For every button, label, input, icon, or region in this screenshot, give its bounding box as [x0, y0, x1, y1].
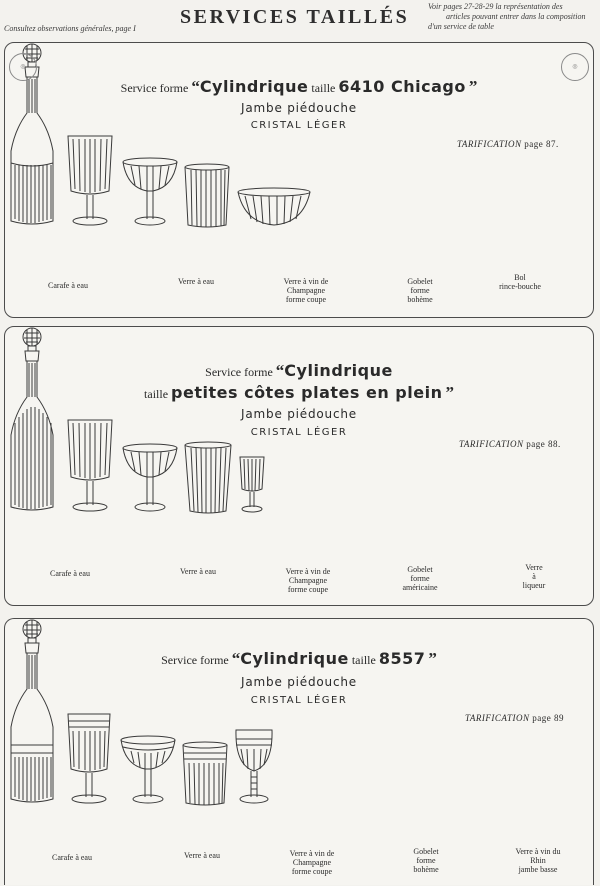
- service-prefix: Service forme: [161, 653, 229, 667]
- caption-line: forme coupe: [285, 295, 327, 304]
- caption-line: forme coupe: [291, 867, 333, 876]
- caption-line: bohème: [407, 295, 433, 304]
- cut-name: petites côtes plates en plein: [171, 383, 443, 402]
- caption-line: Champagne: [292, 858, 332, 867]
- caption-line: Champagne: [286, 286, 326, 295]
- champagne-coupe-icon: [119, 735, 177, 807]
- item-caption: [27, 853, 117, 862]
- cristal-label: CRISTAL LÉGER: [250, 120, 348, 131]
- form-name: Cylindrique: [199, 77, 309, 96]
- tarification-label: TARIFICATION: [459, 439, 524, 449]
- item-caption: [25, 569, 115, 578]
- caption-line: Verre à vin du: [515, 847, 561, 856]
- champagne-coupe-icon: [121, 157, 179, 229]
- caption-line: forme: [416, 856, 436, 865]
- general-observations-note: Consultez observations générales, page I: [4, 24, 136, 33]
- cut-name: 8557: [378, 649, 426, 668]
- caption-line: Verre à eau: [178, 277, 214, 286]
- caption-line: Gobelet: [413, 847, 439, 856]
- item-caption: [263, 567, 353, 594]
- carafe-icon: [5, 619, 59, 807]
- reference-note-line: Voir pages 27-28-29 la représentation des: [428, 2, 563, 11]
- caption-line: bohème: [413, 865, 439, 874]
- caption-line: Verre à vin de: [283, 277, 329, 286]
- open-quote: “: [231, 649, 241, 668]
- open-quote: “: [191, 77, 200, 96]
- item-caption: [381, 847, 471, 874]
- form-name: Cylindrique: [284, 361, 393, 380]
- tarification-label: TARIFICATION: [457, 139, 522, 149]
- caption-line: Carafe à eau: [52, 853, 92, 862]
- tumbler-icon: [183, 441, 233, 515]
- jambe-label: Jambe piédouche: [241, 407, 357, 421]
- item-caption: [267, 849, 357, 876]
- rhine-wine-glass-icon: [233, 727, 275, 807]
- service-heading: [5, 361, 593, 381]
- carafe-icon: [5, 327, 59, 515]
- tarification-label: TARIFICATION: [465, 713, 530, 723]
- caption-line: Bol: [514, 273, 526, 282]
- champagne-coupe-icon: [121, 443, 179, 515]
- caption-line: Verre à eau: [184, 851, 220, 860]
- caption-line: rince-bouche: [499, 282, 541, 291]
- taille-word: taille: [311, 81, 336, 95]
- item-caption: [23, 281, 113, 290]
- caption-line: Carafe à eau: [50, 569, 90, 578]
- item-caption: [493, 847, 583, 874]
- caption-line: Rhin: [530, 856, 546, 865]
- item-caption: [489, 563, 579, 590]
- cut-name: 6410 Chicago: [338, 77, 466, 96]
- caption-line: Verre à vin de: [289, 849, 335, 858]
- caption-line: jambe basse: [518, 865, 558, 874]
- cristal-label: CRISTAL LÉGER: [250, 427, 348, 438]
- caption-line: forme: [410, 574, 430, 583]
- tarification-page: page 87.: [524, 139, 559, 149]
- cristal-label: CRISTAL LÉGER: [250, 695, 348, 706]
- caption-line: Gobelet: [407, 277, 433, 286]
- service-prefix: Service forme: [120, 81, 189, 95]
- tarification-page: page 88.: [526, 439, 561, 449]
- close-quote: ”: [468, 77, 478, 96]
- caption-line: à: [532, 572, 536, 581]
- item-caption: [375, 277, 465, 304]
- tarification-ref: [459, 439, 561, 449]
- open-quote: “: [275, 361, 285, 380]
- jambe-label: Jambe piédouche: [241, 675, 357, 689]
- caption-line: Carafe à eau: [48, 281, 88, 290]
- item-caption: [261, 277, 351, 304]
- caption-line: américaine: [402, 583, 438, 592]
- tarification-ref: [457, 139, 559, 149]
- item-caption: [151, 277, 241, 286]
- item-caption: [153, 567, 243, 576]
- item-caption: [157, 851, 247, 860]
- water-glass-icon: [63, 711, 115, 807]
- reference-note-line: articles pouvant entrer dans la composition: [446, 12, 586, 21]
- item-caption: [375, 565, 465, 592]
- service-heading-cut: [5, 383, 593, 403]
- caption-line: forme coupe: [287, 585, 329, 594]
- service-panel-3: [4, 618, 594, 885]
- caption-line: Verre à eau: [180, 567, 216, 576]
- finger-bowl-icon: [235, 187, 313, 229]
- reference-note-line: d'un service de table: [428, 22, 494, 31]
- caption-line: Verre à vin de: [285, 567, 331, 576]
- caption-line: forme: [410, 286, 430, 295]
- service-panel-1: [4, 42, 594, 318]
- taille-word: taille: [351, 653, 376, 667]
- service-prefix: Service forme: [205, 365, 273, 379]
- service-panel-2: [4, 326, 594, 606]
- caption-line: Gobelet: [407, 565, 433, 574]
- close-quote: ”: [428, 649, 437, 668]
- page-title: SERVICES TAILLÉS: [180, 6, 410, 28]
- stamp-icon: ◎: [9, 53, 37, 81]
- taille-word: taille: [144, 387, 169, 401]
- liqueur-glass-icon: [237, 455, 267, 515]
- caption-line: liqueur: [522, 581, 546, 590]
- form-name: Cylindrique: [240, 649, 349, 668]
- tarification-page: page 89: [532, 713, 564, 723]
- stamp-icon: ◎: [561, 53, 589, 81]
- reference-note: [428, 2, 600, 32]
- service-heading: [5, 77, 593, 97]
- tumbler-icon: [181, 741, 229, 807]
- caption-line: Champagne: [288, 576, 328, 585]
- tumbler-icon: [183, 163, 231, 229]
- water-glass-icon: [63, 133, 117, 229]
- jambe-label: Jambe piédouche: [241, 101, 357, 115]
- close-quote: ”: [445, 383, 454, 402]
- caption-line: Verre: [525, 563, 543, 572]
- item-caption: [475, 273, 565, 291]
- service-heading: [5, 649, 593, 669]
- tarification-ref: [465, 713, 564, 723]
